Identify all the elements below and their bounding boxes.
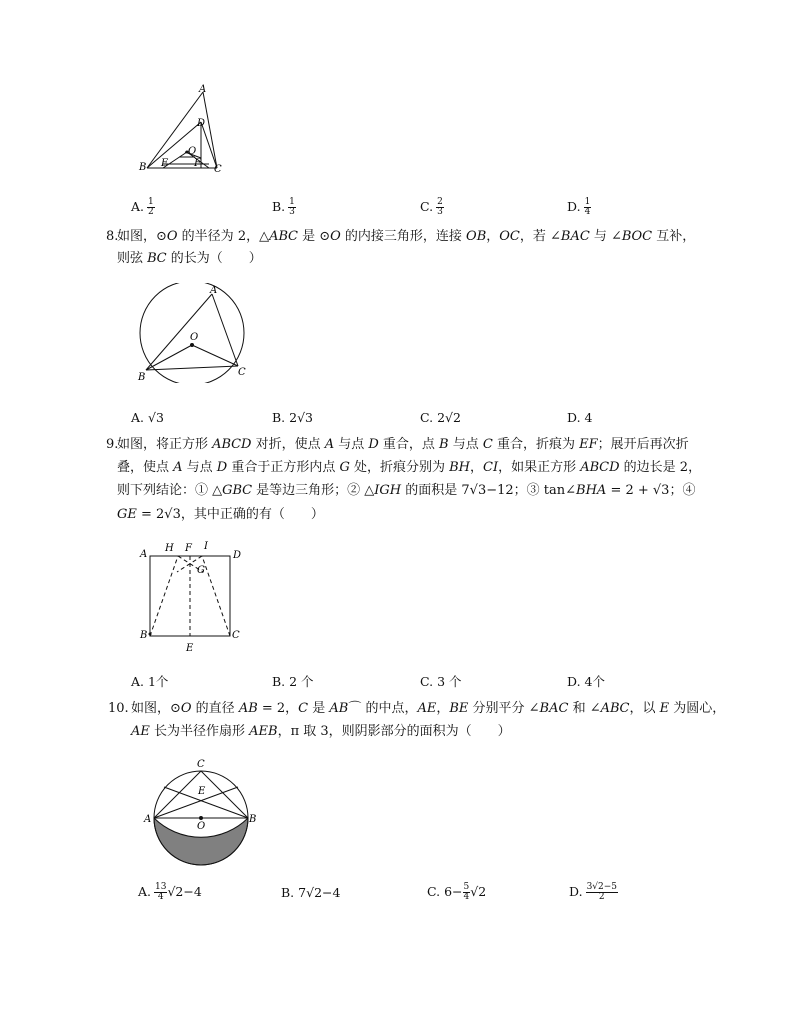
q9-label-b: B [140,630,148,641]
q8-label-o: O [190,332,199,343]
q7-option-b[interactable]: B. $\frac{1}{3}$ [272,197,295,217]
q7-label-f: F [194,158,201,169]
q9-text-line4: 𝐺𝐸 = 2√3，其中正确的有（ ） [117,507,324,522]
q7-option-d[interactable]: D. $\frac{1}{4}$ [567,197,591,217]
q8-label-a: A [210,285,218,296]
q9-text-line1: 如图，将正方形 𝐴𝐵𝐶𝐷 对折，使点 𝐴 与点 𝐷 重合，点 𝐵 与点 𝐶 重合，折痕为 𝐸𝐹；展开后再次折 [117,437,689,452]
q9-number: 9. [106,437,119,452]
q10-text-line2: 𝐴𝐸 长为半径作扇形 𝐴𝐸𝐵，π 取 3，则阴影部分的面积为（ ） [131,724,511,739]
q9-label-c: C [232,630,240,641]
q7-label-a: A [199,84,207,95]
q9-option-a[interactable]: A. 1个 [131,674,169,689]
q9-label-h: H [165,543,174,554]
q9-figure [137,538,247,656]
q7-figure [135,82,230,177]
q9-label-d: D [233,550,242,561]
q9-label-f: F [185,543,192,554]
q7-option-c[interactable]: C. $\frac{2}{3}$ [420,197,443,217]
q9-label-g: G [197,565,205,576]
q7-label-o: O [188,146,197,157]
q10-option-d[interactable]: D. $\frac{3√2-5}{2}$ [569,882,618,902]
q8-label-c: C [238,367,246,378]
q9-label-a: A [140,549,148,560]
q9-label-i: I [204,541,208,552]
q10-label-a: A [144,814,152,825]
q8-text-line2: 则弦 𝐵𝐶 的长为（ ） [117,251,262,266]
q10-option-a[interactable]: A. $\frac{13}{4}$ √2−4 [138,882,202,902]
q8-number: 8. [106,229,119,244]
q8-label-b: B [138,372,146,383]
q8-option-b[interactable]: B. 2√3 [272,410,314,425]
q10-label-o: O [197,821,206,832]
q7-label-e: E [161,158,169,169]
q9-text-line3: 则下列结论：① △𝐺𝐵𝐶 是等边三角形；② △𝐼𝐺𝐻 的面积是 7√3−12；③ tan∠𝐵𝐻𝐴 = 2 + √3；④ [117,483,696,498]
q9-option-d[interactable]: D. 4个 [567,674,605,689]
q7-label-d: D [197,118,206,129]
q7-label-c: C [214,164,222,175]
q10-option-c[interactable]: C. 6− $\frac{5}{4}$ √2 [427,882,487,902]
q9-label-e: E [186,643,194,654]
q10-figure [142,755,262,875]
q8-figure [132,283,257,383]
q8-option-a[interactable]: A. √3 [131,410,164,425]
q7-option-a[interactable]: A. $\frac{1}{2}$ [131,197,154,217]
q8-option-c[interactable]: C. 2√2 [420,410,461,425]
q10-number: 10. [108,701,129,716]
q10-option-b[interactable]: B. 7√2−4 [281,885,341,900]
q8-option-d[interactable]: D. 4 [567,410,593,425]
q9-option-b[interactable]: B. 2 个 [272,674,314,689]
q10-text-line1: 如图，⊙𝑂 的直径 𝐴𝐵 = 2，𝐶 是 𝐴𝐵⌒ 的中点，𝐴𝐸，𝐵𝐸 分别平分 ∠𝐵𝐴𝐶 和 ∠𝐴𝐵𝐶，以 𝐸 为圆心， [131,701,726,716]
q10-label-c: C [197,759,205,770]
q7-label-b: B [139,162,147,173]
q8-text-line1: 如图，⊙𝑂 的半径为 2，△𝐴𝐵𝐶 是 ⊙𝑂 的内接三角形，连接 𝑂𝐵，𝑂𝐶，若 ∠𝐵𝐴𝐶 与 ∠𝐵𝑂𝐶 互补， [117,229,696,244]
q9-option-c[interactable]: C. 3 个 [420,674,462,689]
q10-label-e: E [198,786,206,797]
q10-label-b: B [249,814,257,825]
q9-text-line2: 叠，使点 𝐴 与点 𝐷 重合于正方形内点 𝐺 处，折痕分别为 𝐵𝐻，𝐶𝐼，如果正方形 𝐴𝐵𝐶𝐷 的边长是 2， [117,460,702,475]
